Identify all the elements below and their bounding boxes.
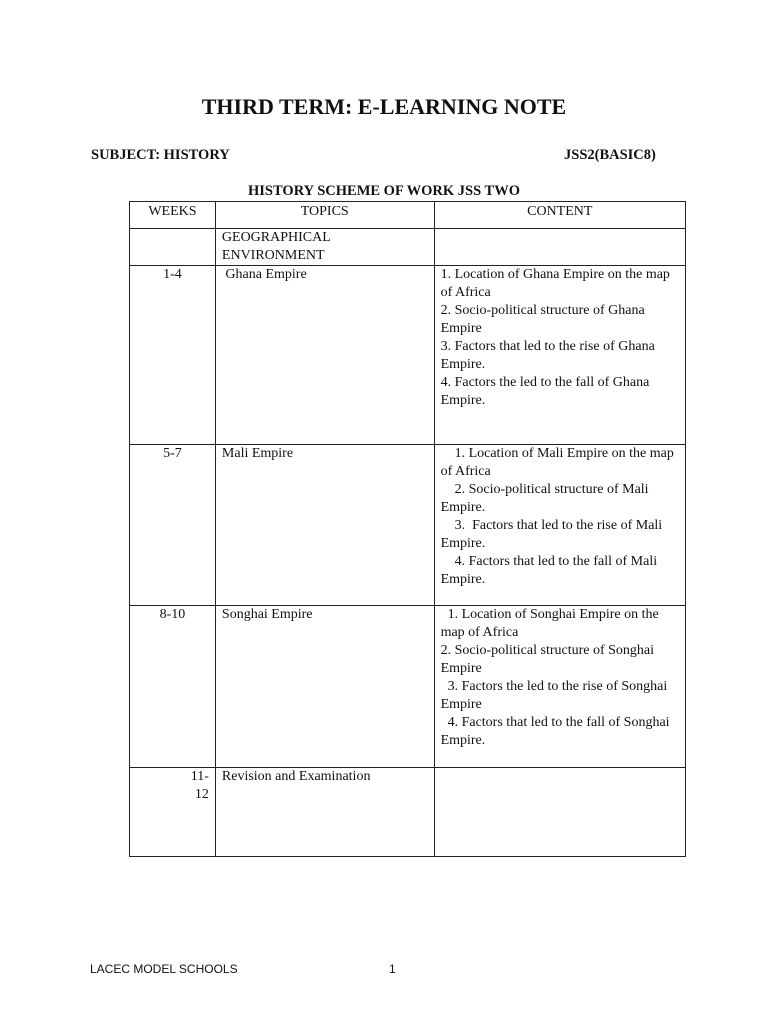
topic-line: GEOGRAPHICAL: [221, 230, 331, 245]
content-line: 2. Socio-political structure of Songhai Empire: [440, 643, 658, 676]
content-line: 2. Socio-political structure of Mali Empire.: [440, 482, 653, 515]
content-cell: [434, 229, 685, 266]
scheme-of-work-table: [129, 201, 686, 857]
content-cell: [434, 445, 685, 606]
weeks-column-header: WEEKS: [130, 202, 216, 229]
topic-line: Mali Empire: [221, 446, 294, 461]
content-line: 1. Location of Songhai Empire on the map of Africa: [440, 607, 663, 640]
content-line: 1. Location of Ghana Empire on the map of Africa: [440, 267, 670, 300]
content-line: 3. Factors that led to the rise of Ghana Empire.: [440, 339, 655, 372]
weeks-cell: [130, 229, 216, 266]
content-cell: [434, 606, 685, 768]
table-row: [130, 768, 686, 857]
content-line: 4. Factors that led to the fall of Mali Empire.: [440, 554, 661, 587]
content-cell: [434, 768, 685, 857]
content-column-header: CONTENT: [434, 202, 685, 229]
footer-page-number: 1: [389, 962, 396, 976]
table-row: [130, 266, 686, 445]
weeks-cell: 5-7: [130, 445, 216, 606]
weeks-cell: [130, 768, 216, 857]
content-cell: [434, 266, 685, 445]
topic-cell: [215, 606, 434, 768]
table-row: [130, 445, 686, 606]
content-line: 3. Factors that led to the rise of Mali Empire.: [440, 518, 666, 551]
topic-cell: [215, 768, 434, 857]
topic-line: Ghana Empire: [221, 267, 307, 282]
content-line: 3. Factors the led to the rise of Songhai Empire: [440, 679, 671, 712]
footer-school-name: LACEC MODEL SCHOOLS: [90, 962, 238, 976]
weeks-cell: 1-4: [130, 266, 216, 445]
table-title: HISTORY SCHEME OF WORK JSS TWO: [248, 183, 520, 199]
class-label: JSS2(BASIC8): [564, 147, 656, 163]
content-line: 4. Factors that led to the fall of Songhai Empire.: [440, 715, 674, 748]
topic-line: Songhai Empire: [221, 607, 313, 622]
topic-line: ENVIRONMENT: [221, 248, 325, 263]
topic-cell: [215, 445, 434, 606]
subject-label: SUBJECT: HISTORY: [91, 147, 230, 163]
topic-line: Revision and Examination: [221, 769, 371, 784]
table-row: [130, 606, 686, 768]
content-line: 4. Factors the led to the fall of Ghana Empire.: [440, 375, 650, 408]
weeks-value: 11-12: [190, 769, 209, 802]
weeks-cell: 8-10: [130, 606, 216, 768]
content-line: 1. Location of Mali Empire on the map of Africa: [440, 446, 678, 479]
topics-column-header: TOPICS: [215, 202, 434, 229]
table-row: [130, 229, 686, 266]
page-title: THIRD TERM: E-LEARNING NOTE: [201, 94, 567, 119]
topic-cell: [215, 229, 434, 266]
content-line: 2. Socio-political structure of Ghana Empire: [440, 303, 645, 336]
table-header-row: [130, 202, 686, 229]
topic-cell: [215, 266, 434, 445]
